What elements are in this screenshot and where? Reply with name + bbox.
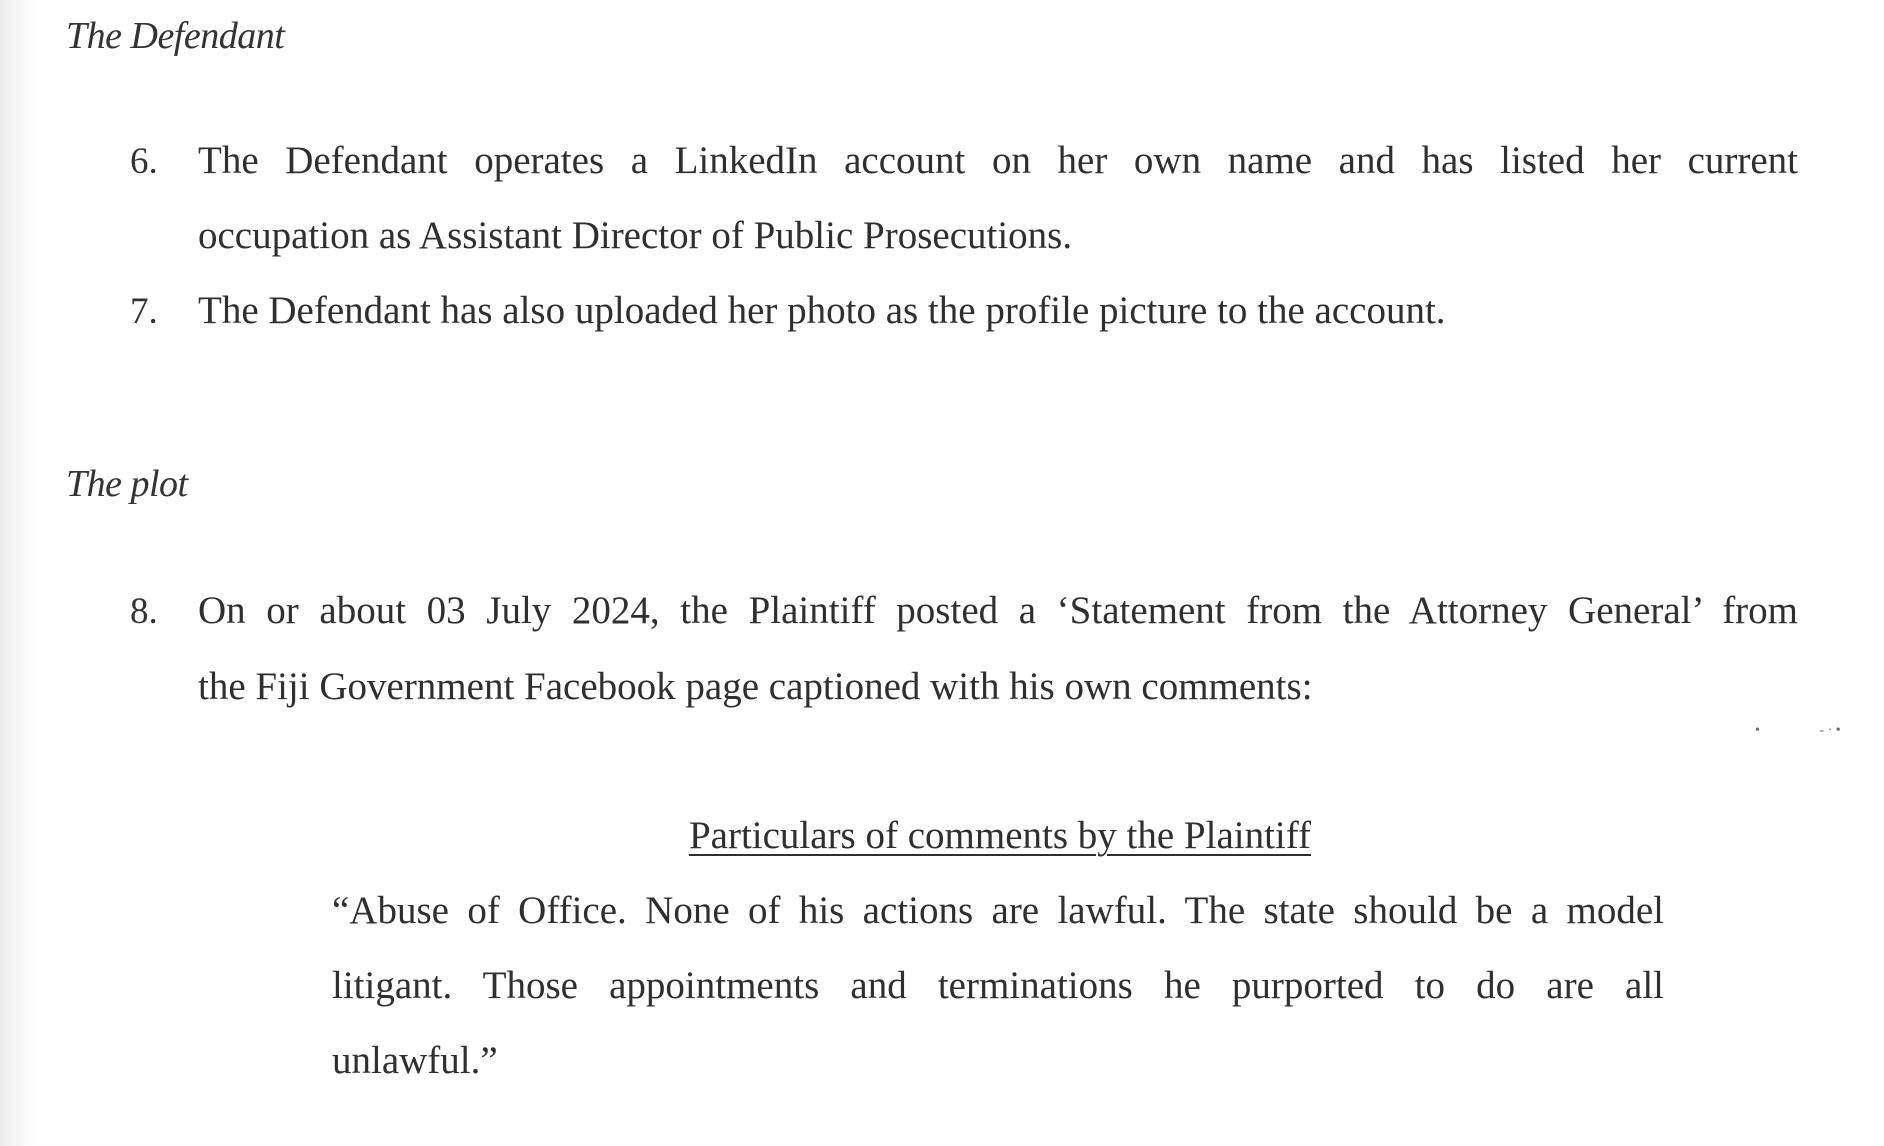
- section-heading-defendant: The Defendant: [66, 15, 285, 57]
- paragraph-8-number: 8.: [130, 591, 158, 632]
- paragraph-7-number: 7.: [130, 291, 158, 332]
- paragraph-8-line-2: the Fiji Government Facebook page captioned with his own comments:: [198, 665, 1313, 708]
- quote-line-2: litigant. Those appointments and terminations he purported to do are all: [332, 964, 1664, 1007]
- paragraph-8-line-1: On or about 03 July 2024, the Plaintiff posted a ‘Statement from the Attorney General’ from: [198, 589, 1798, 632]
- quote-line-1: “Abuse of Office. None of his actions are lawful. The state should be a model: [332, 889, 1664, 932]
- section-heading-plot: The plot: [66, 463, 188, 505]
- paragraph-6-number: 6.: [130, 141, 158, 182]
- quote-line-3: unlawful.”: [332, 1039, 498, 1082]
- scan-specks: • ‐ · •: [1755, 723, 1841, 738]
- paragraph-6-line-2: occupation as Assistant Director of Public Prosecutions.: [198, 214, 1073, 257]
- particulars-heading: Particulars of comments by the Plaintiff: [688, 814, 1312, 857]
- paragraph-7-line-1: The Defendant has also uploaded her photo as the profile picture to the account.: [198, 289, 1446, 332]
- paragraph-6-line-1: The Defendant operates a LinkedIn account on her own name and has listed her current: [198, 139, 1798, 182]
